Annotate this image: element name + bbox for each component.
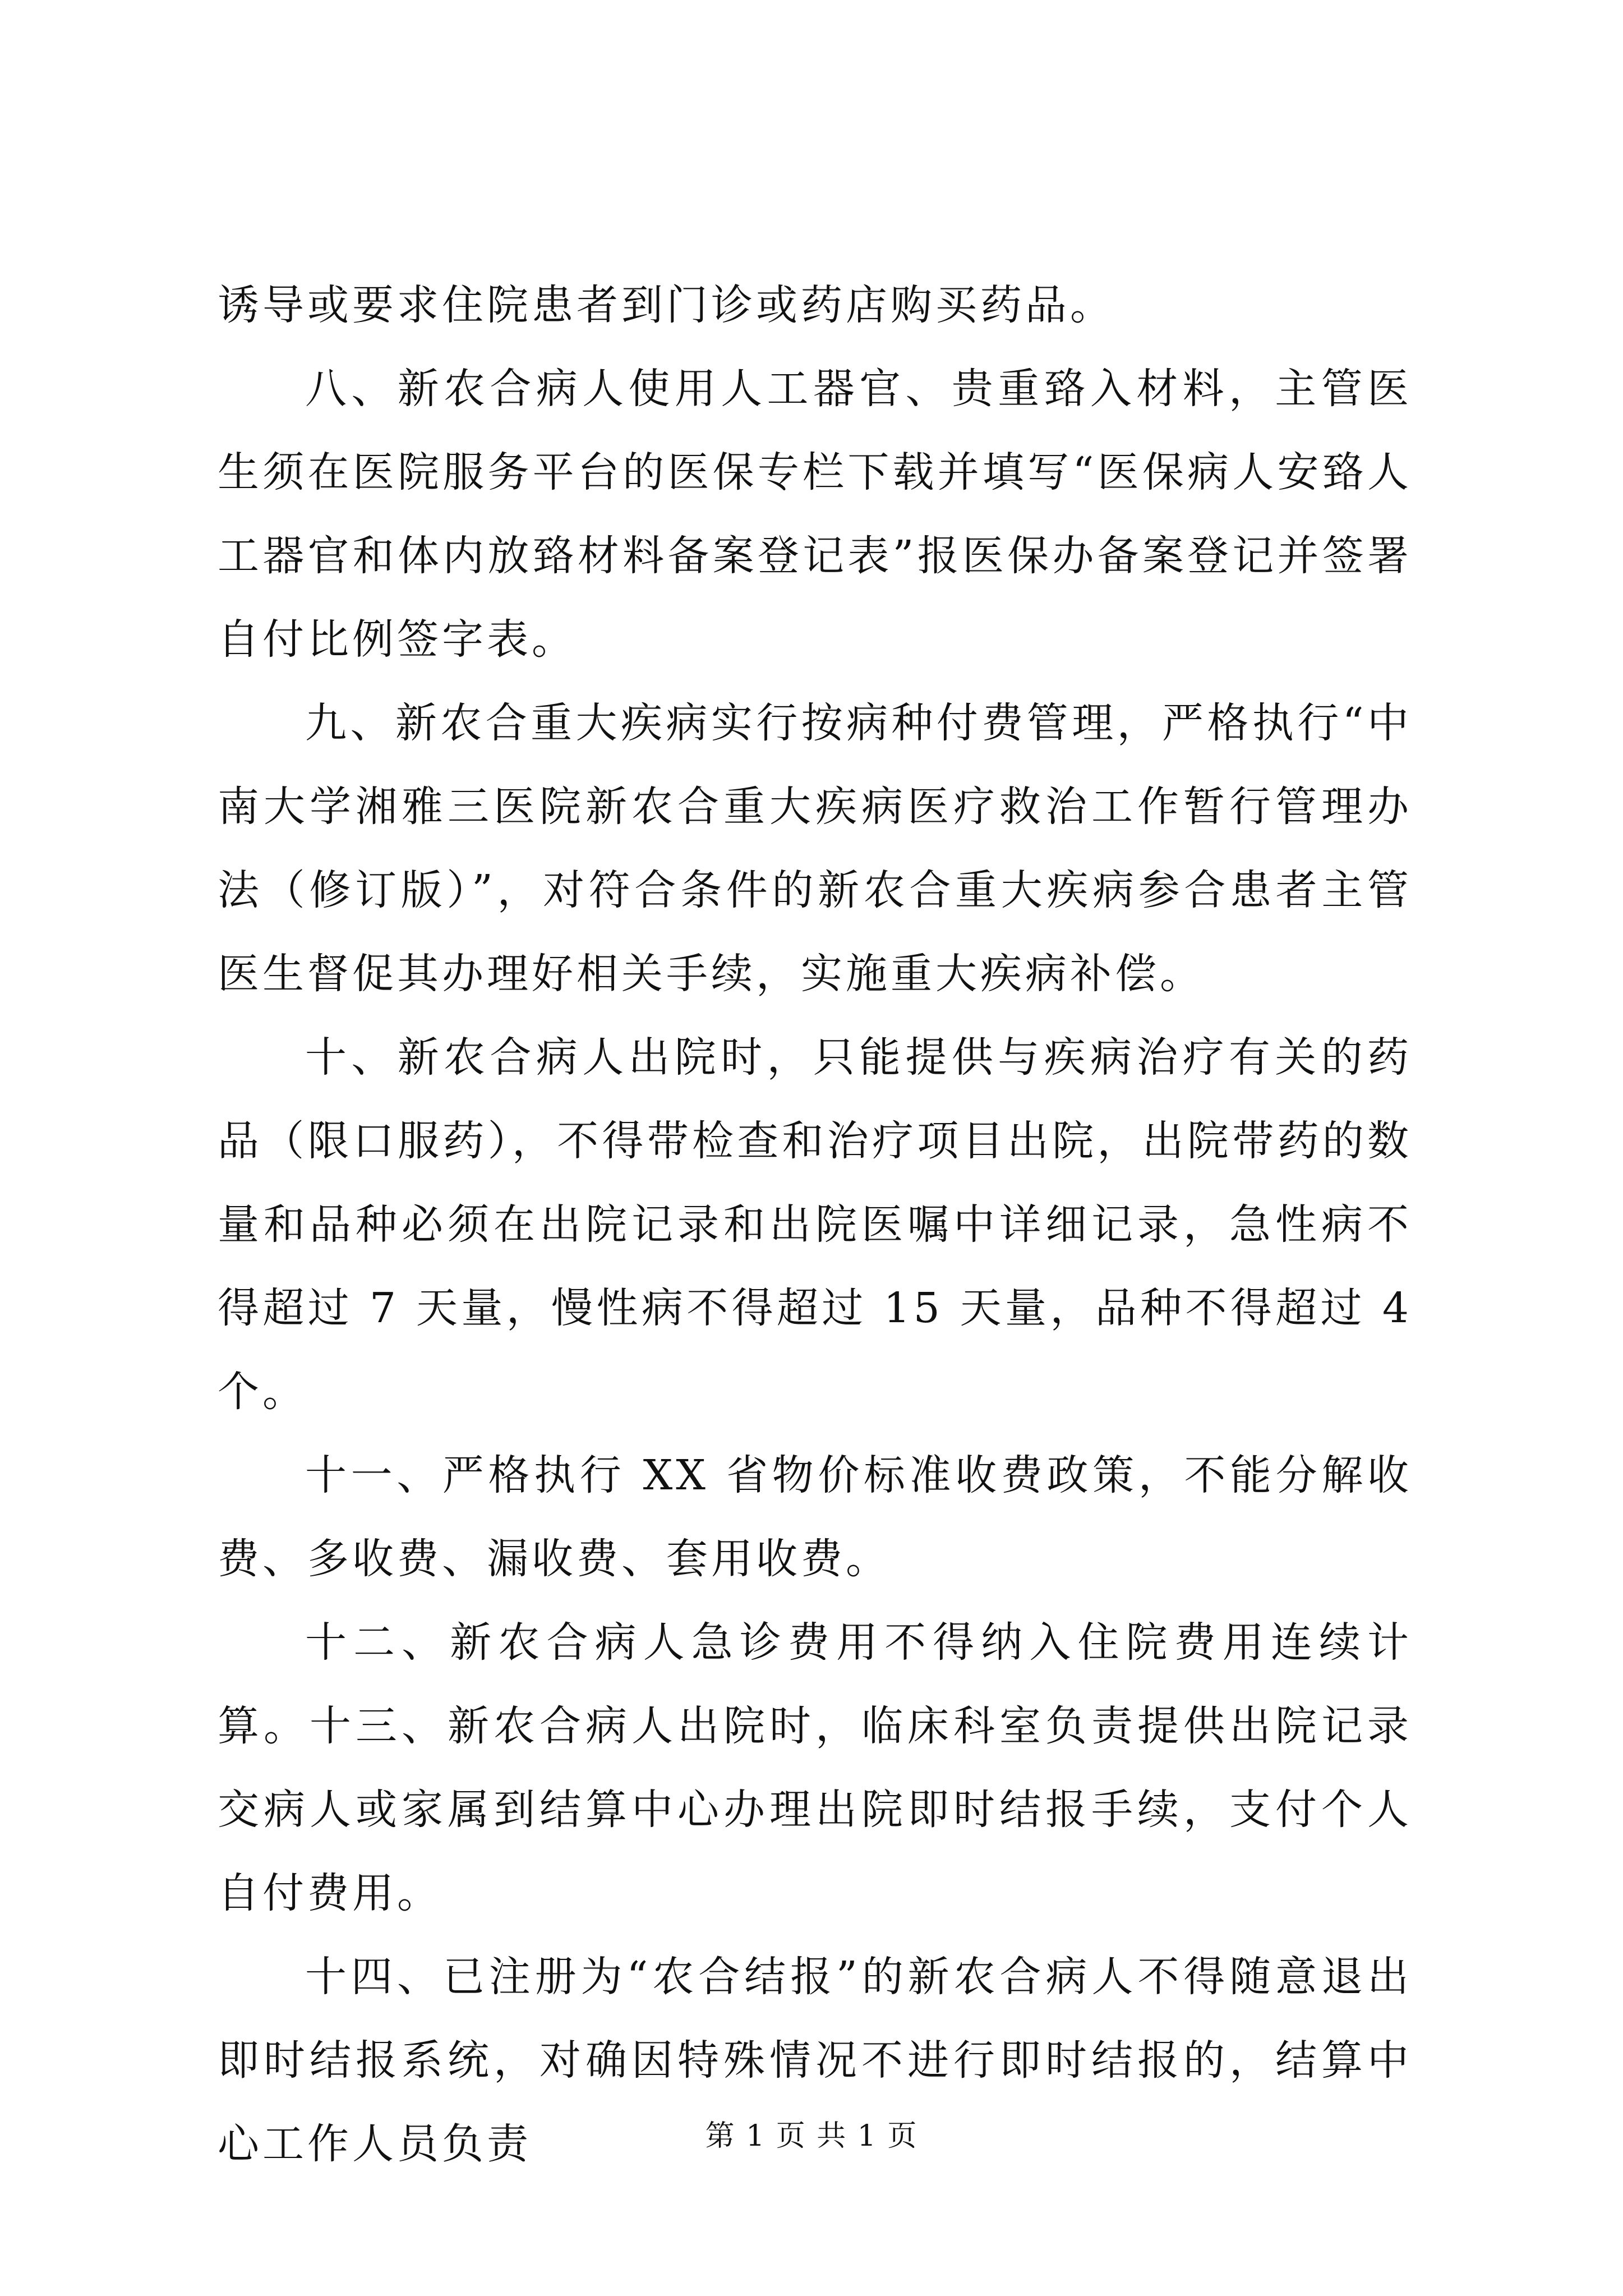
paragraph-item-11: 十一、严格执行 XX 省物价标准收费政策，不能分解收费、多收费、漏收费、套用收费。 — [218, 1451, 1412, 1583]
paragraph-item-14: 十四、已注册为“农合结报”的新农合病人不得随意退出即时结报系统，对确因特殊情况不进行即时结报的，结算中心工作人员负责 — [218, 1953, 1412, 2168]
paragraph-item-9: 九、新农合重大疾病实行按病种付费管理，严格执行“中南大学湘雅三医院新农合重大疾病医疗救治工作暂行管理办法（修订版）”，对符合条件的新农合重大疾病参合患者主管医生督促其办理好相关手续，实施重大疾病补偿。 — [218, 699, 1412, 998]
paragraph-item-12-13: 十二、新农合病人急诊费用不得纳入住院费用连续计算。十三、新农合病人出院时，临床科室负责提供出院记录交病人或家属到结算中心办理出院即时结报手续，支付个人自付费用。 — [218, 1618, 1412, 1917]
paragraph-item-10: 十、新农合病人出院时，只能提供与疾病治疗有关的药品（限口服药），不得带检查和治疗项目出院，出院带药的数量和品种必须在出院记录和出院医嘱中详细记录，急性病不得超过 7 天量，慢性病不得超过 15 天量，品种不得超过 4 个。 — [218, 1033, 1412, 1416]
paragraph-item-8: 八、新农合病人使用人工器官、贵重臵入材料，主管医生须在医院服务平台的医保专栏下载并填写“医保病人安臵人工器官和体内放臵材料备案登记表”报医保办备案登记并签署自付比例签字表。 — [218, 365, 1412, 664]
document-body — [218, 264, 1412, 2186]
page-footer: 第 1 页 共 1 页 — [705, 2119, 918, 2153]
paragraph-continuation: 诱导或要求住院患者到门诊或药店购买药品。 — [218, 281, 1115, 329]
